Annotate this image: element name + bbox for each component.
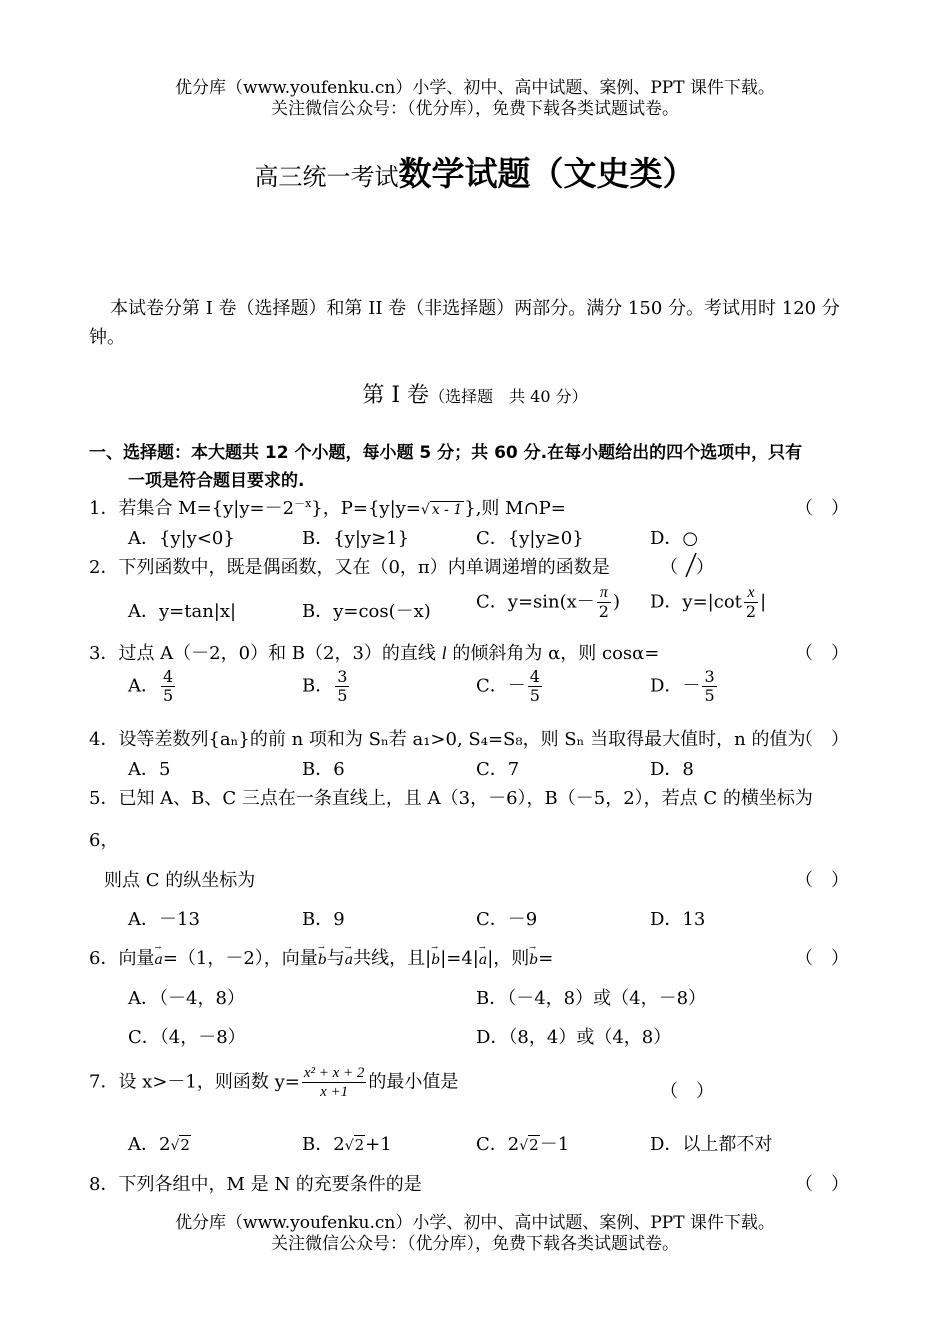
q3-option-b: B． $\frac{3}{5}$ xyxy=(302,667,348,705)
question-6-stem: 6．向量→ a=（1，－2），向量→ b与→ a共线，且|→ b|=4|→ a|，则→ b= xyxy=(89,944,553,970)
question-1-stem: 1．若集合 $M=\{y|y=-2^{-x}\}$，P={y|y=√ x - 1 },则 M∩P= xyxy=(89,497,566,519)
answer-paren-2: （ ） xyxy=(660,557,714,578)
q7-option-d: D．以上都不对 xyxy=(650,1134,773,1155)
title-main: 数学试题（文史类） xyxy=(398,154,696,193)
instructions-line-1: 一、选择题：本大题共 12 个小题，每小题 5 分；共 60 分.在每小题给出的四个选项中，只有 xyxy=(89,443,803,463)
q2-option-a: A．y=tan|x| xyxy=(128,601,237,622)
q2-option-b: B．y=cos(－x) xyxy=(302,601,431,622)
q7-option-b: B．2√2+1 xyxy=(302,1134,392,1155)
q1-option-a: A．{y|y<0} xyxy=(128,528,235,549)
q6-option-d: D．（8，4）或（4，8） xyxy=(476,1027,672,1048)
answer-paren-5: （ ） xyxy=(795,870,849,891)
question-2-stem: 2．下列函数中，既是偶函数，又在（0，π）内单调递增的函数是 xyxy=(89,557,610,578)
answer-paren-6: （ ） xyxy=(795,948,849,969)
question-5-line-1: 5．已知 A、B、C 三点在一条直线上，且 A（3，－6），B（－5，2），若点 C 的横坐标为 xyxy=(89,788,813,809)
question-3-stem: 3．过点 A（－2，0）和 B（2，3）的直线 l 的倾斜角为 α，则 cosα= xyxy=(89,643,660,664)
page-title xyxy=(0,148,950,195)
section-title: 第 I 卷（选择题 共 40 分） xyxy=(362,383,588,408)
answer-paren-4: （ ） xyxy=(795,729,849,750)
q3-option-a: A． $\frac{4}{5}$ xyxy=(128,667,174,705)
answer-paren-3: （ ） xyxy=(795,643,849,664)
answer-paren-1: （ ） xyxy=(795,498,849,519)
q6-option-b: B．（－4，8）或（4，－8） xyxy=(476,988,707,1009)
question-5-line-3: 则点 C 的纵坐标为 xyxy=(104,870,256,891)
footer-line-1: 优分库（www.youfenku.cn）小学、初中、高中试题、案例、PPT 课件下载。 xyxy=(175,1213,775,1233)
intro-line-1: 本试卷分第 I 卷（选择题）和第 II 卷（非选择题）两部分。满分 150 分。考试用时 120 分 xyxy=(110,298,840,319)
q7-option-a: A．2√2 xyxy=(128,1134,190,1155)
q4-option-a: A．5 xyxy=(128,759,171,780)
q1-option-c: C．{y|y≥0} xyxy=(476,528,584,549)
q4-option-c: C．7 xyxy=(476,759,520,780)
q5-option-a: A．－13 xyxy=(128,909,200,930)
q1-option-b: B．{y|y≥1} xyxy=(302,528,410,549)
header-line-2: 关注微信公众号：（优分库），免费下载各类试题试卷。 xyxy=(271,99,679,119)
question-4-stem: 4．设等差数列{aₙ}的前 n 项和为 Sₙ若 a₁>0, S₄=S₈，则 Sₙ 当取得最大值时，n 的值为 xyxy=(89,729,806,750)
q3-option-d: D．－ $\frac{3}{5}$ xyxy=(650,667,715,705)
question-7-stem: 7．设 x>－1，则函数 y= $\frac{\text{x² + x + 2}}{x +1}$ 的最小值是 xyxy=(89,1065,459,1100)
q2-option-d: D．y=|cot $\frac{x}{2}$ | xyxy=(650,584,767,621)
intro-line-2: 钟。 xyxy=(89,327,125,348)
q3-option-c: C．－ $\frac{4}{5}$ xyxy=(476,667,540,705)
answer-paren-7: （ ） xyxy=(660,1081,714,1102)
q5-option-d: D．13 xyxy=(650,909,706,930)
instructions-line-2: 一项是符合题目要求的. xyxy=(128,471,305,491)
answer-paren-8: （ ） xyxy=(795,1174,849,1195)
q4-option-b: B．6 xyxy=(302,759,345,780)
q5-option-c: C．－9 xyxy=(476,909,538,930)
q4-option-d: D．8 xyxy=(650,759,694,780)
q6-option-a: A．（－4，8） xyxy=(128,988,245,1009)
slash-mark-icon xyxy=(682,551,700,579)
title-prefix: 高三统一考试 xyxy=(254,163,399,191)
question-8-stem: 8．下列各组中，M 是 N 的充要条件的是 xyxy=(89,1174,422,1195)
footer-line-2: 关注微信公众号：（优分库），免费下载各类试题试卷。 xyxy=(271,1234,679,1254)
q6-option-c: C．（4，－8） xyxy=(128,1027,246,1048)
question-5-line-2: 6， xyxy=(89,830,119,851)
q2-option-c: C．y=sin(x－ $\frac{\pi}{2}$ ) xyxy=(476,584,621,621)
q5-option-b: B．9 xyxy=(302,909,345,930)
q7-option-c: C．2√2－1 xyxy=(476,1134,570,1155)
q1-option-d: D．○ xyxy=(650,528,699,549)
header-line-1: 优分库（www.youfenku.cn）小学、初中、高中试题、案例、PPT 课件下载。 xyxy=(175,78,775,98)
